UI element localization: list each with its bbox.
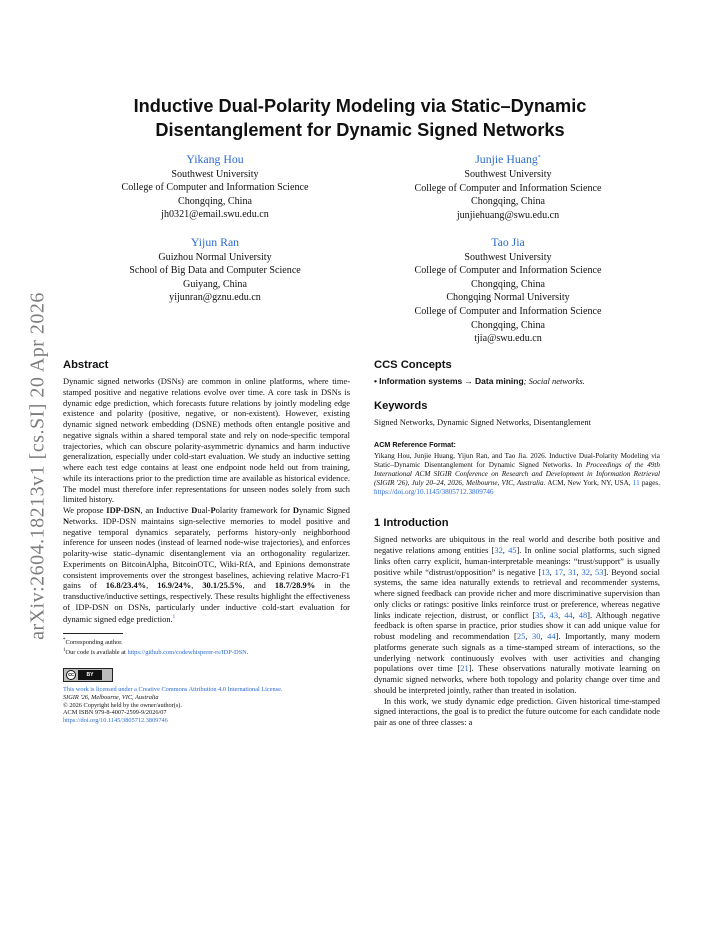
author-name[interactable]: Yijun Ran xyxy=(190,235,240,249)
abstract-paragraph-1: Dynamic signed networks (DSNs) are common in online platforms, where time-stamped positive and negative relations evolve over time. A core task in DSNs is dynamic edge prediction, which forecasts future relations by jointly modeling edge existence and polarity (positive, negative, or non-existent). However, existing dynamic signed network embedding (DSNE) methods often entangle positive and negative signals within a shared temporal state and rely on node-specific temporal trajectories, which can obscure polarity-asymmetric dynamics and harm inductive generalization, especially under cold-start evaluation. We study an inductive setting where each test edge contains at least one endpoint node held out from training, while its interactions prior to the prediction time are available as historical evidence. The model must therefore infer representations for unseen nodes solely from such limited history. xyxy=(63,376,350,505)
citation[interactable]: 13 xyxy=(541,566,550,577)
citation[interactable]: 48 xyxy=(578,609,588,620)
title-line-2: Disentanglement for Dynamic Signed Networks xyxy=(155,120,565,140)
introduction-paragraph-2: In this work, we study dynamic edge prediction. Given historical time-stamped signed interactions, the goal is to predict the future outcome for each candidate node pair as one of three classes: a xyxy=(374,695,660,728)
author-affiliation: Southwest University xyxy=(464,251,552,263)
author-affiliation: Chongqing, China xyxy=(470,319,546,331)
citation[interactable]: 25 xyxy=(516,631,526,642)
conference-line: SIGIR '26, Melbourne, VIC, Australia xyxy=(63,693,159,701)
author-name[interactable]: Tao Jia xyxy=(491,235,525,249)
ccs-concepts: • Information systems → Data mining; Social networks. xyxy=(374,376,585,386)
acm-reference-text: Yikang Hou, Junjie Huang, Yijun Ran, and Tao Jia. 2026. Inductive Dual-Polarity Modeling via Static–Dynamic Disentanglement for Dynamic Signed Networks. In Proceedings of the 49th International ACM SIGIR Conference on Research and Development in Information Retrieval (SIGIR '26), July 20–24, 2026, Melbourne, VIC, Australia. ACM, New York, NY, USA, 11 pages. https://doi.org/10.1145/3805712.3809746 xyxy=(374,452,660,497)
title-line-1: Inductive Dual-Polarity Modeling via Static–Dynamic xyxy=(133,96,587,116)
ccs-heading: CCS Concepts xyxy=(374,359,452,371)
acm-reference-doi-link[interactable]: https://doi.org/10.1145/3805712.3809746 xyxy=(374,488,494,497)
author-affiliation: Chongqing, China xyxy=(177,195,253,207)
author-affiliation: College of Computer and Information Science xyxy=(121,182,309,194)
author-email: yijunran@gznu.edu.cn xyxy=(169,292,261,304)
citation[interactable]: 30 xyxy=(531,631,541,642)
citation[interactable]: 17 xyxy=(554,566,564,577)
by-icon: BY xyxy=(78,670,102,680)
paper-title xyxy=(62,94,658,142)
footnote-marker[interactable]: 1 xyxy=(172,614,176,620)
gain-bitcoinalpha: 16.8/23.4% xyxy=(105,580,147,591)
copyright-line: © 2026 Copyright held by the owner/author(s). xyxy=(63,701,182,709)
citation[interactable]: 44 xyxy=(564,609,573,620)
gain-wikirfa: 30.1/25.5% xyxy=(202,580,243,591)
author-email: junjiehuang@swu.edu.cn xyxy=(456,209,560,221)
left-column xyxy=(63,358,350,725)
gain-bitcoinotc: 16.9/24% xyxy=(157,580,192,591)
author-name[interactable]: Junjie Huang xyxy=(475,152,538,167)
corresponding-author-mark: * xyxy=(537,155,541,161)
abstract-paragraph-2: We propose IDP-DSN, an Inductive Dual-Polarity framework for Dynamic Signed Networks. IDP-DSN maintains sign-selective memories to model positive and negative temporal dynamics separately, performs history-only neighborhood inference for unseen nodes (instead of learned node-wise trajectories), and enforces polarity-wise static–dynamic disentanglement via an orthogonality regularizer. Experiments on BitcoinAlpha, BitcoinOTC, Wiki-RfA, and Epinions demonstrate consistent improvements over the strongest baselines, achieving relative Macro-F1 gains of 16.8/23.4%, 16.9/24%, 30.1/25.5%, and 18.7/28.9% in the transductive/inductive settings, respectively. These results highlight the effectiveness of IDP-DSN on DSNs, particularly under inductive cold-start evaluation for dynamic signed edge prediction.$^1$ xyxy=(63,505,351,624)
arxiv-stamp: arXiv:2604.18213v1 [cs.SI] 20 Apr 2026 xyxy=(26,292,49,640)
author-block-huang xyxy=(358,152,658,222)
author-affiliation: Chongqing, China xyxy=(470,278,546,290)
author-affiliation: Chongqing, China xyxy=(470,196,546,208)
isbn-line: ACM ISBN 979-8-4007-2599-9/2026/07 xyxy=(63,709,167,717)
author-email: jh0321@email.swu.edu.cn xyxy=(161,209,269,221)
page-count-link[interactable]: 11 xyxy=(632,479,640,488)
author-email: tjia@swu.edu.cn xyxy=(474,333,542,345)
author-affiliation: College of Computer and Information Science xyxy=(414,305,602,317)
license-link[interactable]: This work is licensed under a Creative Commons Attribution 4.0 International License. xyxy=(63,685,283,693)
author-affiliation: College of Computer and Information Science xyxy=(414,265,602,277)
footnote-divider xyxy=(63,633,123,634)
citation[interactable]: 45 xyxy=(508,545,517,556)
introduction-heading: 1 Introduction xyxy=(374,517,449,530)
footnote-corresponding: *Corresponding author. xyxy=(63,638,123,647)
license-block xyxy=(63,686,350,726)
citation[interactable]: 31 xyxy=(568,566,577,577)
citation[interactable]: 32 xyxy=(581,566,590,577)
author-name[interactable]: Yikang Hou xyxy=(186,152,244,166)
keywords-heading: Keywords xyxy=(374,400,428,412)
doi-link[interactable]: https://doi.org/10.1145/3805712.3809746 xyxy=(63,717,168,725)
citation[interactable]: 21 xyxy=(460,663,469,674)
citation[interactable]: 32 xyxy=(494,545,503,556)
cc-icon: cc xyxy=(66,670,76,680)
code-link[interactable]: https://github.com/codewhisperer-rs/IDP-DSN xyxy=(127,649,247,657)
footnote-code: $^1$Our code is available at https://github.com/codewhisperer-rs/IDP-DSN. xyxy=(63,648,249,657)
author-affiliation: Guiyang, China xyxy=(183,278,247,290)
author-affiliation: College of Computer and Information Science xyxy=(414,182,602,194)
author-affiliation: Guizhou Normal University xyxy=(158,251,272,263)
right-column xyxy=(374,358,660,728)
citation[interactable]: 53 xyxy=(594,566,604,577)
author-affiliation: Southwest University xyxy=(464,168,552,180)
abstract-heading: Abstract xyxy=(63,359,109,371)
author-block-ran xyxy=(65,235,365,305)
keywords-text: Signed Networks, Dynamic Signed Networks, Disentanglement xyxy=(374,417,591,427)
cc-by-license-badge[interactable] xyxy=(63,668,113,682)
citation[interactable]: 35 xyxy=(535,609,544,620)
citation[interactable]: 44 xyxy=(547,631,556,642)
introduction-paragraph-1: Signed networks are ubiquitous in the real world and describe both positive and negative relations among entities [32, 45]. In online social platforms, such signed links often carry explicit, human-interpretable meanings: “trust/support” is usually positive while “distrust/opposition” is negative [13, 17, 31, 32, 53]. Beyond social systems, the same idea naturally extends to retrieval and recommender systems, where signed feedback can provide richer and more discriminative supervision than only clicks or ratings: positive links reinforce trust or preference, whereas negative links indicate rejection, distrust, or conflict [35, 43, 44, 48]. Although negative feedback is often sparse in practice, prior studies show it can add unique value for robust modeling and recommendation [25, 30, 44]. Importantly, many modern platforms generate such signals as a time-stamped stream of interactions, so the underlying network continuously evolves with user activities and changing populations over time [21]. These observations naturally motivate learning on dynamic signed networks, where both topology and polarity change over time and should be interpreted jointly, rather than treated in isolation. xyxy=(374,534,661,695)
author-affiliation: Southwest University xyxy=(171,168,259,180)
acm-reference-heading: ACM Reference Format: xyxy=(374,440,456,449)
citation[interactable]: 43 xyxy=(549,609,559,620)
author-affiliation: Chongqing Normal University xyxy=(446,292,570,304)
author-block-jia xyxy=(358,235,658,346)
author-affiliation: School of Big Data and Computer Science xyxy=(129,265,301,277)
gain-epinions: 18.7/28.9% xyxy=(274,580,316,591)
author-block-hou xyxy=(65,152,365,222)
